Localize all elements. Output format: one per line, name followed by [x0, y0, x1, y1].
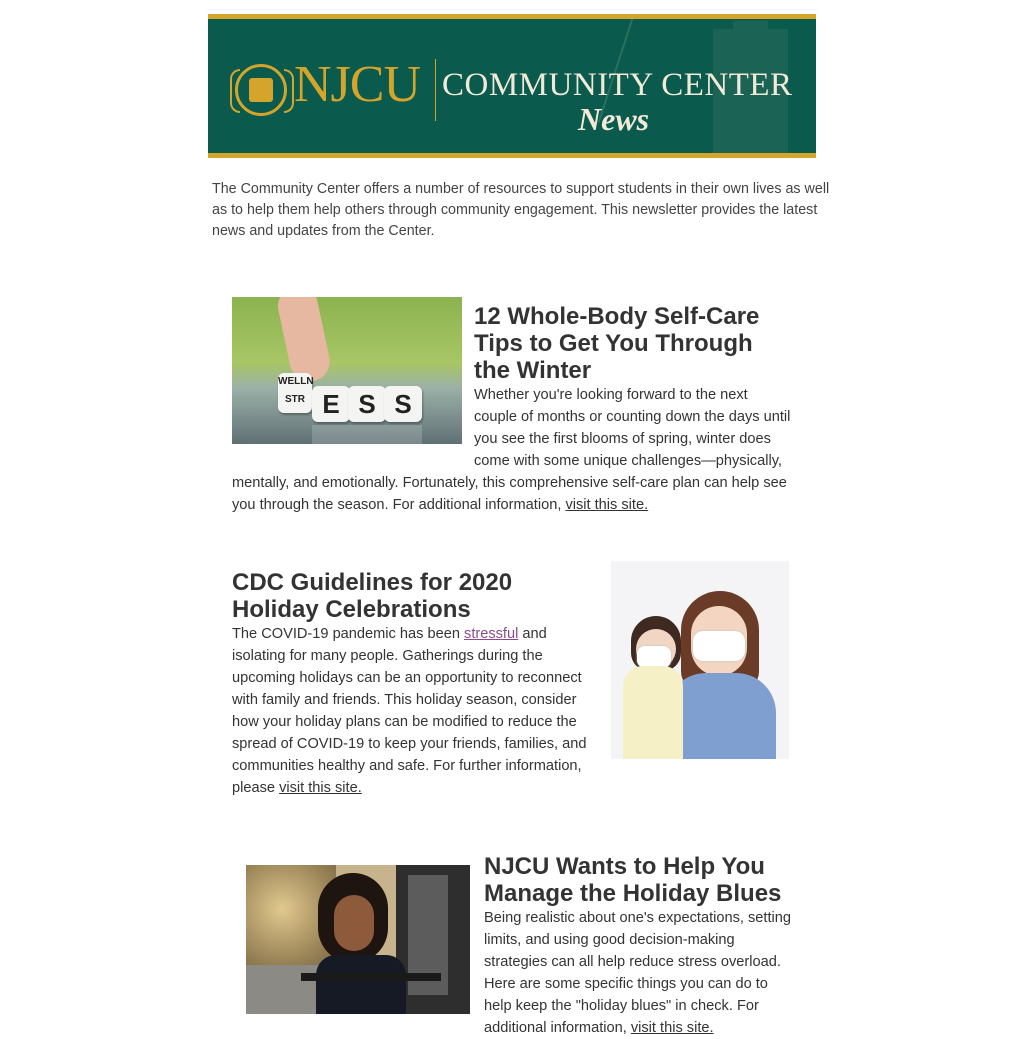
seal-laurel-right — [284, 69, 294, 113]
newsletter-subtitle: News — [578, 101, 650, 137]
finger-graphic — [275, 297, 334, 385]
die-label: WELLN — [278, 376, 314, 387]
visit-site-link[interactable]: visit this site. — [279, 780, 362, 796]
visit-site-link[interactable]: visit this site. — [630, 1020, 714, 1036]
njcu-seal-icon — [235, 64, 287, 116]
newsletter-banner — [208, 14, 816, 158]
article-body-text: The COVID-19 pandemic has been — [232, 626, 465, 642]
balcony-door-graphic — [396, 865, 470, 1014]
die-s: S — [384, 386, 422, 422]
child-body-graphic — [623, 666, 683, 759]
article-holiday-blues — [246, 851, 794, 1039]
face-mask-graphic — [693, 631, 745, 661]
die-label: STR — [285, 394, 305, 405]
table-reflection — [312, 425, 422, 444]
die-s: S — [348, 386, 386, 422]
woman-on-balcony-image — [246, 865, 470, 1014]
balcony-rail-graphic — [301, 973, 441, 981]
article-body-text: Being realistic about one's expectations, setting limits, and using good decision-making strategies can all help reduce stress overload. Here are some specific things you can do to help keep the "holiday blues" in check. For additional information, — [484, 910, 792, 1036]
stressful-link[interactable]: stressful — [464, 626, 519, 642]
child-mask-graphic — [637, 646, 671, 668]
shirt-graphic — [316, 955, 406, 1014]
article-body-text: Whether you're looking forward to the next couple of months or counting down the days until you see the first blooms of spring, winter does come with some unique challenges—physically, mentally, and emotionally. Fortunately, this comprehensive self-care plan can help see you through the season. For additional information, — [232, 387, 791, 513]
logo-divider — [435, 59, 436, 121]
article-self-care — [232, 297, 794, 516]
visit-site-link[interactable]: visit this site. — [565, 497, 649, 513]
intro-text: The Community Center offers a number of resources to support students in their own lives as well as to help them help others through community engagement. This newsletter provides the latest news and updates from the Center. — [212, 181, 830, 239]
die-wellness — [278, 373, 312, 413]
article-title: NJCU Wants to Help You Manage the Holiday Blues — [484, 853, 782, 907]
wellness-dice-image — [232, 297, 462, 444]
article-title: CDC Guidelines for 2020 Holiday Celebrations — [232, 569, 513, 623]
article-body-text: and isolating for many people. Gatherings during the upcoming holidays can be an opportunity to reconnect with family and friends. This holiday season, consider how your holiday plans can be modified to reduce the spread of COVID-19 to keep your friends, families, and communities healthy and safe. For further information, please — [232, 626, 587, 796]
die-e: E — [312, 386, 350, 422]
masked-mother-child-image — [611, 561, 789, 759]
article-title: 12 Whole-Body Self-Care Tips to Get You Through the Winter — [474, 303, 760, 384]
article-cdc-guidelines — [232, 561, 792, 799]
face-graphic — [334, 895, 374, 951]
newsletter-title: COMMUNITY CENTER — [442, 67, 793, 103]
njcu-logo-text: NJCU — [294, 56, 421, 113]
